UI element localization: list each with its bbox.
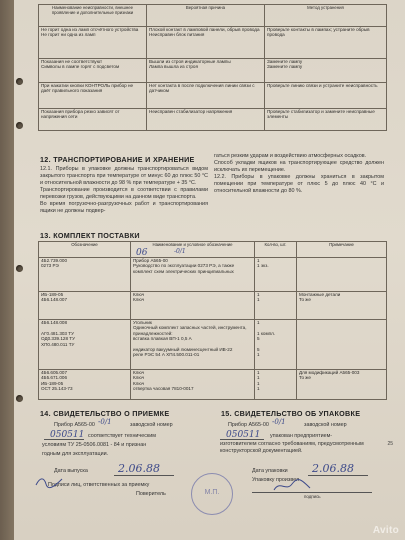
watermark: Avito xyxy=(372,525,399,536)
table-cell: Проверьте контакты в лампах; устраните обрыв провода xyxy=(265,27,387,59)
serial-underline xyxy=(220,439,264,440)
stamp-text: М.П. xyxy=(204,489,220,496)
table-row xyxy=(39,109,387,131)
table-cell: Не горит одна из ламп отсчётного устройства Не горит ни одна из ламп xyxy=(39,27,147,59)
verifier-label: Поверитель xyxy=(136,491,166,497)
section-13-title: 13. КОМПЛЕКТ ПОСТАВКИ xyxy=(40,231,140,240)
section-12-left-text: 12.1. Приборы в упаковке должны транспортироваться видом закрытого транспорта при температуре от минус 60 до плюс 50 °С и относительной влажности до 98 % при температуре + 35 °С. Транспортирование производится в соответствии с правилами перевозки грузов, действующими на данном виде транспорта. Во время погрузочно-разгрузочных работ и транспортирования ящики не должны подвер- xyxy=(40,166,208,214)
table-cell: Для модификаций А565-003 То же xyxy=(297,370,387,400)
seal-stamp xyxy=(191,473,233,515)
serial-underline xyxy=(44,439,84,440)
table-row xyxy=(39,59,387,83)
binding-ring xyxy=(16,395,23,402)
table-cell: Замените лампу Замените лампу xyxy=(265,59,387,83)
acceptance-device: Прибор А565-00 xyxy=(54,422,95,428)
table-cell xyxy=(297,258,387,292)
acceptance-signatures-label: Подписи лиц, ответственных за приемку xyxy=(48,482,150,488)
table-cell: 1 1 экз. xyxy=(255,258,297,292)
table-row xyxy=(39,83,387,109)
fault-col-header: Вероятная причина xyxy=(147,5,265,27)
handwritten-suffix: -0/1 xyxy=(98,418,112,426)
signature-caption: подпись xyxy=(304,494,321,499)
packer-signature-line xyxy=(252,492,372,493)
table-cell: 1 1 1 1 xyxy=(255,370,297,400)
delivery-col-header: Обозначение xyxy=(39,242,131,258)
table-row xyxy=(39,370,387,400)
section-12-title: 12. ТРАНСПОРТИРОВАНИЕ И ХРАНЕНИЕ xyxy=(40,155,195,164)
handwritten-serial: 050511 xyxy=(226,430,261,440)
table-cell: Монтажные детали То же xyxy=(297,292,387,320)
document-page xyxy=(14,0,405,540)
table-row xyxy=(39,292,387,320)
handwritten-date: 2.06.88 xyxy=(312,462,354,475)
table-cell: Проверьте линию связи и устраните неисправность xyxy=(265,83,387,109)
table-cell: ИБ-189-05 4Б6.148.007 xyxy=(39,292,131,320)
handwritten-variant: 06 xyxy=(136,248,148,258)
acceptance-line-2: соответствует техническим xyxy=(88,433,157,439)
table-cell: 1 1 xyxy=(255,292,297,320)
table-cell: Прибор А565-00 Руководство по эксплуатации 0273 РЭ, а также комплект схем электрических принципиальных xyxy=(131,258,255,292)
date-underline xyxy=(114,475,174,476)
handwritten-suffix: -0/1 xyxy=(174,248,186,255)
signature-mark xyxy=(272,478,312,494)
handwritten-serial: 050511 xyxy=(50,430,85,440)
acceptance-serial-label: заводской номер xyxy=(130,422,173,428)
fault-table xyxy=(38,4,387,131)
table-cell: 4Б2.739.000 0273 РЭ xyxy=(39,258,131,292)
packing-line-3: изготовителем согласно требованиям, предусмотренным конструкторской документацией. xyxy=(220,441,364,454)
table-cell: Ключ Ключ xyxy=(131,292,255,320)
delivery-col-header: Кол-во, шт. xyxy=(255,242,297,258)
table-cell: Проверьте стабилизатор и замените неисправные элементы xyxy=(265,109,387,131)
packing-line-2: упакован предприятием- xyxy=(270,433,333,439)
table-row xyxy=(39,27,387,59)
table-row xyxy=(39,258,387,292)
table-cell: Ключ Ключ Ключ отвертка часовая 7810-0017 xyxy=(131,370,255,400)
packing-date-label: Дата упаковки xyxy=(252,468,288,474)
acceptance-line-3: условиям ТУ 25-0506.0081 - 84 и признан xyxy=(42,442,147,448)
table-cell xyxy=(297,320,387,370)
delivery-table xyxy=(38,241,387,400)
packing-serial-label: заводской номер xyxy=(304,422,347,428)
table-cell: Нет контакта в после подключения линии связи с датчиком xyxy=(147,83,265,109)
delivery-col-header: Примечание xyxy=(297,242,387,258)
handwritten-date: 2.06.88 xyxy=(118,462,160,475)
table-cell: 4Б6.605.007 4Б5.671.006 ИБ-189-05 ОСТ 25.143-73 xyxy=(39,370,131,400)
binding-ring xyxy=(16,265,23,272)
table-cell: Плохой контакт в ламповой панели, обрыв провода Неисправен блок питания xyxy=(147,27,265,59)
table-cell: Показания не соответствуют Символы в лампе горят с подсветом xyxy=(39,59,147,83)
date-underline xyxy=(308,475,368,476)
table-cell: Вышли из строя индикаторные лампы Лампа вышла из строя xyxy=(147,59,265,83)
section-12-right-text: гаться резким ударам и воздействию атмосферных осадков. Способ укладки ящиков на транспортирующее средство должен исключать их перемещение. 12.2. Приборы в упаковке должны храниться в закрытом помещении при температуре от плюс 5 до плюс 40 °С и относительной влажности до 80 %. xyxy=(214,153,384,194)
handwritten-suffix: -0/1 xyxy=(272,418,286,426)
packing-device: Прибор А565-00 xyxy=(228,422,269,428)
table-cell: 4Б6.148.008 АГ0.481.303 ТУ ОД0.339.128 ТУ ХП0.480.011 ТУ xyxy=(39,320,131,370)
table-cell: 1 1 компл. 5 5 1 xyxy=(255,320,297,370)
fault-col-header: Наименование неисправности, внешнее проявление и дополнительные признаки xyxy=(39,5,147,27)
table-cell: При нажатии кнопки КОНТРОЛЬ прибор не даёт правильного показания xyxy=(39,83,147,109)
page-number: 25 xyxy=(387,441,393,447)
binding-ring xyxy=(16,78,23,85)
binding-ring xyxy=(16,122,23,129)
acceptance-line-4: годным для эксплуатации. xyxy=(42,451,109,457)
delivery-col-header: Наименование и условное обозначение xyxy=(131,242,255,258)
signature-mark xyxy=(34,475,64,489)
section-15-title: 15. СВИДЕТЕЛЬСТВО ОБ УПАКОВКЕ xyxy=(221,409,361,418)
packer-label: Упаковку произвел xyxy=(252,477,300,483)
table-cell: Показания прибора резко зависят от напряжения сети xyxy=(39,109,147,131)
table-row xyxy=(39,320,387,370)
table-cell: Угольник Одиночный комплект запасных частей, инструмента, принадлежностей: вставка плавкая ВП-1 0,5 А индикатор вакуумный люминесцентный ИВ-22 реле РЭС 54 А ХП4.500.011-01 xyxy=(131,320,255,370)
table-cell: Неисправен стабилизатор напряжения xyxy=(147,109,265,131)
release-date-label: Дата выпуска xyxy=(54,468,88,474)
section-14-title: 14. СВИДЕТЕЛЬСТВО О ПРИЕМКЕ xyxy=(40,409,170,418)
fault-col-header: Метод устранения xyxy=(265,5,387,27)
